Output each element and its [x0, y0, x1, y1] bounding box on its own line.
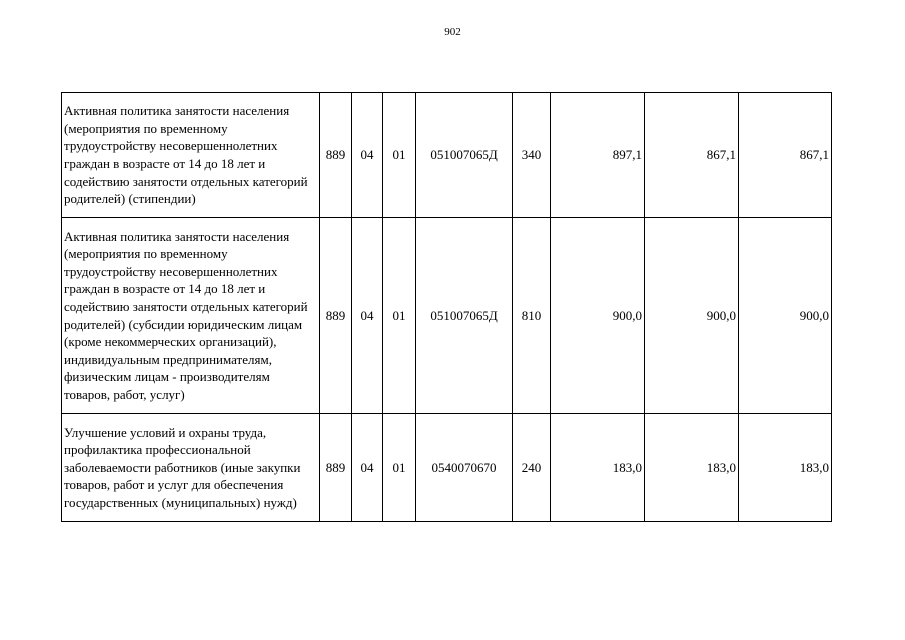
- subsection-cell: 01: [383, 218, 416, 414]
- ministry-code-cell: 889: [320, 93, 352, 218]
- ministry-code-cell: 889: [320, 414, 352, 522]
- table-row: [62, 414, 832, 522]
- ministry-code-cell: 889: [320, 218, 352, 414]
- table-row: [62, 93, 832, 218]
- amount-2-cell: 183,0: [645, 414, 739, 522]
- target-article-cell: 0540070670: [416, 414, 513, 522]
- amount-3-cell: 183,0: [739, 414, 832, 522]
- section-cell: 04: [352, 218, 383, 414]
- amount-2-cell: 900,0: [645, 218, 739, 414]
- target-article-cell: 051007065Д: [416, 218, 513, 414]
- amount-3-cell: 900,0: [739, 218, 832, 414]
- page-number: 902: [444, 26, 461, 38]
- amount-1-cell: 183,0: [551, 414, 645, 522]
- target-article-cell: 051007065Д: [416, 93, 513, 218]
- table-row: [62, 218, 832, 414]
- section-cell: 04: [352, 93, 383, 218]
- amount-3-cell: 867,1: [739, 93, 832, 218]
- section-cell: 04: [352, 414, 383, 522]
- amount-1-cell: 900,0: [551, 218, 645, 414]
- expense-type-cell: 240: [513, 414, 551, 522]
- budget-table: [61, 92, 832, 522]
- amount-1-cell: 897,1: [551, 93, 645, 218]
- row-description: Улучшение условий и охраны труда, профилактика профессиональной заболеваемости работников (иные закупки товаров, работ и услуг для обеспечения государственных (муниципальных) нужд): [62, 414, 320, 522]
- amount-2-cell: 867,1: [645, 93, 739, 218]
- row-description: Активная политика занятости населения (мероприятия по временному трудоустройству несовершеннолетних граждан в возрасте от 14 до 18 лет и содействию занятости отдельных категорий родителей) (стипендии): [62, 93, 320, 218]
- row-description: Активная политика занятости населения (мероприятия по временному трудоустройству несовершеннолетних граждан в возрасте от 14 до 18 лет и содействию занятости отдельных категорий родителей) (субсидии юридическим лицам (кроме некоммерческих организаций), индивидуальным предпринимателям, физическим лицам - производителям товаров, работ, услуг): [62, 218, 320, 414]
- subsection-cell: 01: [383, 93, 416, 218]
- subsection-cell: 01: [383, 414, 416, 522]
- expense-type-cell: 340: [513, 93, 551, 218]
- expense-type-cell: 810: [513, 218, 551, 414]
